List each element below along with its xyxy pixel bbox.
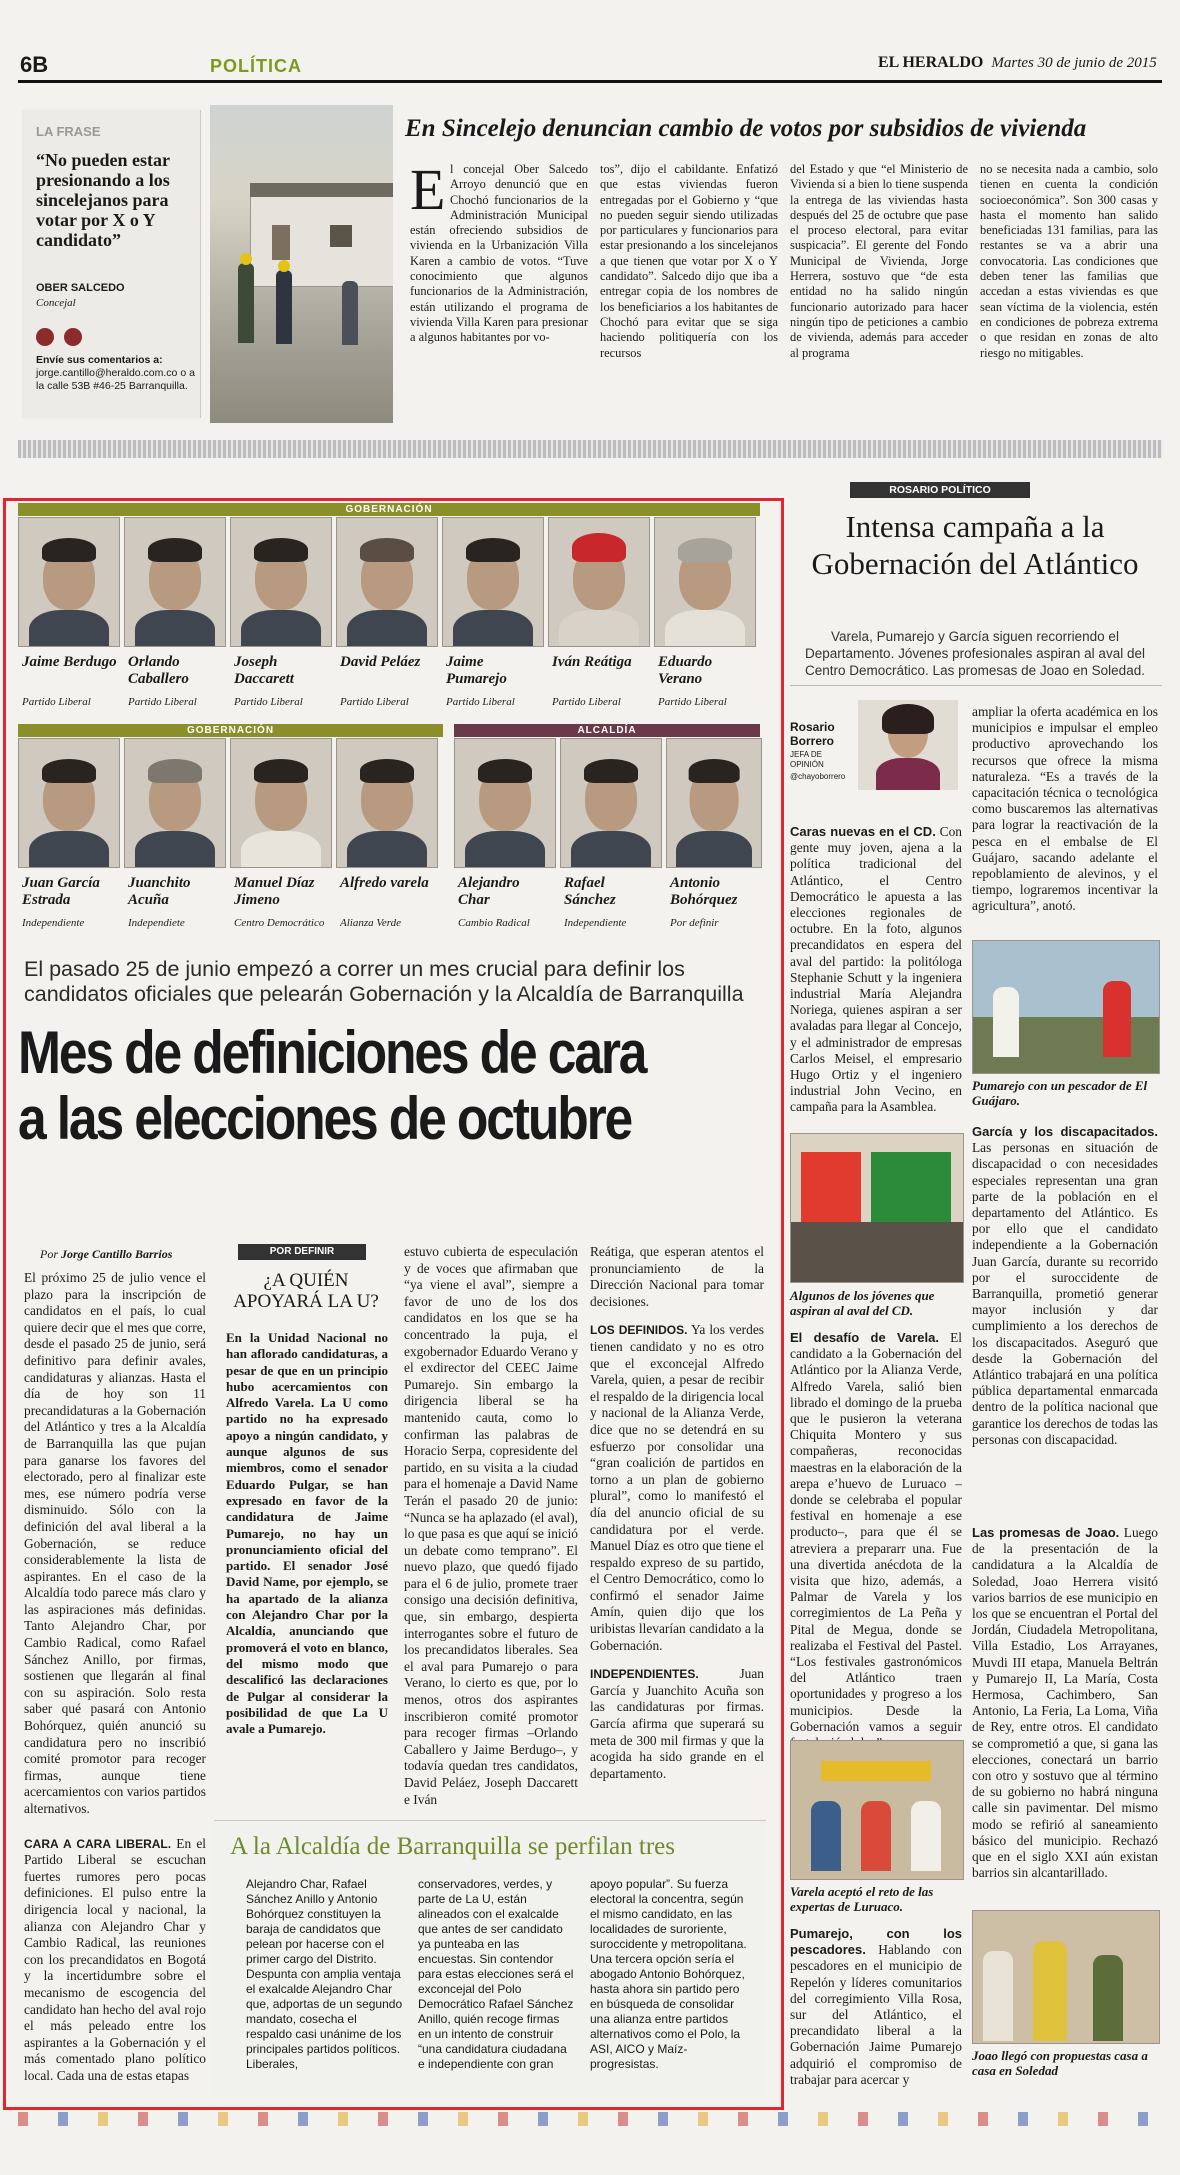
comments-info: Envíe sus comentarios a: jorge.cantillo@heraldo.com.co o a la calle 53B #46-25 Barranquilla. <box>36 354 195 392</box>
main-subhead: El pasado 25 de junio empezó a correr un mes crucial para definir los candidatos oficiales que pelearán Gobernación y la Alcaldía de Barranquilla <box>24 957 744 1006</box>
por-definir-text: En la Unidad Nacional no han aflorado candidaturas, a pesar de que en un principio hubo acercamientos con Alfredo Varela. La U como partido no ha expresado apoyo a ningún candidato, y aunque algunos de sus miembros, como el senador Eduardo Pulgar, se han expresado en favor de la candidatura de Jaime Pumarejo, no hay un pronunciamiento oficial del partido. El senador José David Name, por ejemplo, se ha apartado de la alianza con Alejandro Char por la Alcaldía, anunciando que promoverá el voto en blanco, del mismo modo que descalificó las declaraciones de Pulgar al considerar la posibilidad de que La U avale a Pumarejo. <box>226 1330 388 1737</box>
candidate-name: Joseph Daccarett <box>234 654 294 687</box>
top-story-col4: no se necesita nada a cambio, solo tienen en cuenta la condición socioeconómica”. Son 300 casas y hasta el momento han salido beneficiadas 131 familias, para las restantes se va a abrir una convocatoria. Las condiciones que deben tener las familias que accedan a estas viviendas es que sean víctima de la violencia, estén en condiciones de pobreza extrema o que residan en zonas de alto riesgo no mitigables. <box>980 162 1158 360</box>
candidate-name: David Peláez <box>340 654 421 670</box>
candidate-name: Alejandro Char <box>458 875 520 908</box>
main-col-4: Reátiga, que esperan atentos el pronunciamiento de la Dirección Nacional para tomar decisiones. LOS DEFINIDOS. Ya los verdes tienen candidato y no es otro que el exconcejal Alfredo Varela, quien, a pesar de recibir el respaldo de la dirigencia local y nacional de la Alianza Verde, dice que no se detendrá en su esfuerzo por consolidar una “gran coalición de partidos en torno a un plan de gobierno plural”, como lo manifestó el día del anuncio oficial de su candidatura por el verde. Manuel Díaz es otro que tiene el respaldo expreso de su partido, el Centro Democrático, como lo confirmó el senador Jaime Amín, quien dijo que los uribistas llevarían candidato a la Gobernación. INDEPENDIENTES. Juan García y Juanchito Acuña son las candidaturas por firmas. García afirma que superará su meta de 300 mil firmas y que la acogida ha sido grande en el departamento. <box>590 1244 765 1781</box>
candidate-party: Partido Liberal <box>340 696 409 708</box>
right-col-a2: El desafío de Varela. El candidato a la Gobernación del Atlántico por la Alianza Verde, Alfredo Varela, salió bien librado el domingo de la prueba que le pusieron la veterana Chiquita Montero y sus compañeras, reconocidas maestras en la elaboración de la arepa e’huevo de Luruaco –donde se celebraba el popular festival en homenaje a ese producto–, para que él se atreviera a prepararr una. Fue una divertida anécdota de la visita que hizo, además, a Palmar de Varela y los corregimientos de La Peña y Pital de Megua, donde se realizaba el Festival del Pastel. “Los festivales gastronómicos del Atlántico traen oportunidades y progreso a los municipios. Desde la Gobernación vamos a seguir <box>790 1330 962 1734</box>
candidate-party: Centro Democrático <box>234 917 325 929</box>
twitter-icon[interactable] <box>36 328 54 346</box>
candidate-photo <box>336 738 438 868</box>
candidate-party: Cambio Radical <box>458 917 530 929</box>
candidate-name: Rafael Sánchez <box>564 875 616 908</box>
candidate-party: Independiente <box>22 917 85 929</box>
email-icon[interactable] <box>64 328 82 346</box>
candidate-party: Partido Liberal <box>552 696 621 708</box>
right-col-a3: Pumarejo, con los pescadores. Hablando con pescadores en el municipio de Repelón y líderes comunitarios del corregimiento Villa Rosa, sur del Atlántico, el precandidato liberal a la Gobernación Jaime Pumarejo adquirió el compromiso de trabajar para acercar y <box>790 1926 962 2087</box>
top-story-body <box>410 157 1162 422</box>
header-rule <box>18 80 1162 83</box>
candidate-photo <box>230 517 332 647</box>
candidate-photo <box>560 738 662 868</box>
right-dek: Varela, Pumarejo y García siguen recorriendo el Departamento. Jóvenes profesionales aspiran al aval del Centro Democrático. Las promesas de Joao en Soledad. <box>805 629 1145 678</box>
candidate-photo <box>230 738 332 868</box>
joao-photo <box>972 1910 1160 2044</box>
caption-pumarejo: Pumarejo con un pescador de El Guájaro. <box>972 1078 1148 1108</box>
right-col-b3: Las promesas de Joao. Luego de la presentación de la candidatura a la Alcaldía de Soledad, Joao Herrera visitó varios barrios de ese municipio en los que se encuentran el Portal del Jordán, Ciudadela Metropolitana, Villa Estadio, Los Arrayanes, Muvdi III etapa, Manuela Beltrán y Pumarejo II, La María, Costa Hermosa, Cachimbero, San Antonio, La Feria, La Loma, Viña de Rey, entre otros. El candidato se comprometió a que, si gana las elecciones, conectará un barrio con otro y sostuvo que al término de su gobierno no habrá ninguna calle sin pavimentar. Del mismo modo se refirió al saneamiento básico del municipio. Rechazó que en el siglo XXI aún existan barrios sin alcantarillado. <box>972 1525 1158 1881</box>
candidate-name: Alfredo varela <box>340 875 429 891</box>
top-story-title: En Sincelejo denuncian cambio de votos por subsidios de vivienda <box>405 115 1087 142</box>
main-headline: Mes de definiciones de cara a las elecciones de octubre <box>18 1019 646 1152</box>
issue-date: Martes 30 de junio de 2015 <box>991 55 1157 71</box>
candidates-row-1 <box>18 517 760 717</box>
band-gobernacion-1: GOBERNACIÓN <box>18 503 760 516</box>
band-alcaldia: ALCALDÍA <box>454 724 760 737</box>
candidate-photo <box>124 738 226 868</box>
quote-role: Concejal <box>36 297 76 309</box>
caption-varela: Varela aceptó el reto de las expertas de Luruaco. <box>790 1884 934 1914</box>
section-label: POLÍTICA <box>210 56 302 76</box>
candidate-party: Partido Liberal <box>658 696 727 708</box>
candidate-name: Eduardo Verano <box>658 654 713 687</box>
author-avatar <box>858 700 958 790</box>
top-story-col3: del Estado y que “el Ministerio de Vivienda si a bien lo tiene suspenda la entrega de las viviendas hasta después del 25 de octubre que pase el proceso electoral, para evitar suspicacia”. El gerente del Fondo Municipal de Vivienda, Jorge Herrera, sostuvo que “de esta entidad no ha salido ningún funcionario autorizado para hacer ningún tipo de peticiones a cambio de vivienda, además para acceder al programa <box>790 162 968 360</box>
candidate-name: Manuel Díaz Jimeno <box>234 875 315 908</box>
candidate-party: Partido Liberal <box>234 696 303 708</box>
section-divider <box>18 440 1162 458</box>
candidate-party: Partido Liberal <box>128 696 197 708</box>
por-definir-label: POR DEFINIR <box>238 1244 366 1260</box>
page-number: 6B <box>20 52 49 77</box>
candidate-photo <box>442 517 544 647</box>
candidate-photo <box>18 738 120 868</box>
author-handle: @chayoborrero <box>790 772 846 781</box>
author-name: Rosario Borrero <box>790 720 835 748</box>
candidate-name: Juanchito Acuña <box>128 875 191 908</box>
pumarejo-fisher-photo <box>972 940 1160 1074</box>
candidate-photo <box>124 517 226 647</box>
alcaldia-title: A la Alcaldía de Barranquilla se perfilan tres <box>230 1833 675 1860</box>
main-col-3: estuvo cubierta de especulación y de voces que afirmaban que “ya viene el aval”, siempre a favor de uno de los dos candidatos en los que se ha concentrado la puja, el exgobernador Eduardo Verano y el exdirector del CEEC Jaime Pumarejo. Sin embargo la dirigencia liberal se ha mantenido cauta, como lo confirman las palabras de Horacio Serpa, copresidente del partido, en su visita a la ciudad para el homenaje a David Name Terán el pasado 20 de junio: “Nunca se ha aplazado (el aval), lo que pasa es que aquí se inició un debate como temprano”. El nuevo plazo, que quedó fijado para el 6 de julio, promete traer consigo una decisión definitiva, que, sin embargo, despierta interrogantes sobre el futuro de los precandidatos liberales. Sea el aval para Pumarejo o para Verano, lo cierto es que, por lo menos, otros dos aspirantes inscribieron comité promotor para recoger firmas –Orlando Caballero y Jaime Berdugo–, y todavía quedan tres candidatos, David Peláez, Joseph Daccarett e Iván <box>404 1244 578 1807</box>
alcaldia-col-3: apoyo popular”. Su fuerza electoral la concentra, según el mismo candidato, en las localidades de suroriente, suroccidente y metropolitana. Una tercera opción sería el abogado Antonio Bohórquez, hasta ahora sin partido pero en búsqueda de consolidar una alianza entre partidos alternativos como el Polo, la ASI, AICO y Maíz-progresistas. <box>590 1877 747 2071</box>
right-col-b2: García y los discapacitados. Las personas en situación de discapacidad o con necesidades especiales representan una gran parte de la población en el departamento del Atlántico. Es por ello que el candidato independiente a la Gobernación Juan García, durante su recorrido por el suroccidente de Barranquilla, prometió generar mayor inclusión y dar cumplimiento a los derechos de los discapacitados. Aseguró que desde la Gobernación del Atlántico trabajará en una política pública departamental enmarcada dentro de la política nacional que garantice los derechos de todas las personas con discapacidad. <box>972 1124 1158 1447</box>
candidate-name: Antonio Bohórquez <box>670 875 738 908</box>
quote-label: LA FRASE <box>36 124 101 139</box>
alcaldia-col-1: Alejandro Char, Rafael Sánchez Anillo y Antonio Bohórquez constituyen la baraja de candidatos que pelean por hacerse con el primer cargo del Distrito. Despunta con amplia ventaja el exalcalde Alejandro Char que, adportas de un segundo mandato, cosecha el respaldo casi unánime de los principales partidos políticos. Liberales, <box>246 1877 403 2071</box>
candidate-party: Por definir <box>670 917 719 929</box>
right-col-b: ampliar la oferta académica en los municipios e impulsar el empleo productivo aprovechando los recursos que ofrece la misma naturaleza. “Es a través de la capacitación técnica o tecnológica como buscaremos las alternativas para lograr la reactivación de la pesca en el embalse de El Guájaro, sacando adelante el repoblamiento de alevinos, y el tiempo, lograremos incentivar la agricultura”, anotó. <box>972 704 1158 914</box>
drop-cap: E <box>410 157 446 222</box>
quote-box <box>22 110 201 418</box>
alcaldia-col-2: conservadores, verdes, y parte de La U, están alineados con el exalcalde que antes de ser candidato ya punteaba en las encuestas. Sin contendor para estas elecciones será el exconcejal del Polo Democrático Rafael Sánchez Anillo, quién recoge firmas en un intento de construir “una candidatura ciudadana e independiente con gran <box>418 1877 574 2071</box>
bottom-color-strip <box>18 2112 1162 2126</box>
candidate-name: Jaime Berdugo <box>22 654 117 670</box>
band-gobernacion-2: GOBERNACIÓN <box>18 724 443 737</box>
candidate-party: Independiente <box>564 917 627 929</box>
candidate-name: Iván Reátiga <box>552 654 632 670</box>
quote-text: “No pueden estar presionando a los sincelejanos para votar por X o Y candidato” <box>36 150 170 250</box>
candidate-name: Orlando Caballero <box>128 654 189 687</box>
top-story-col1: l concejal Ober Salcedo Arroyo denunció que en Chochó funcionarios de la Administración Municipal están ofreciendo subsidios de vivienda en la Urbanización Villa Karen a cambio de votos. “Tuve conocimiento que algunos funcionarios de la Administración, están utilizando el programa de vivienda Villa Karen para presionar a algunos habitantes por vo- <box>410 162 588 345</box>
candidate-photo <box>654 517 756 647</box>
candidate-party: Partido Liberal <box>446 696 515 708</box>
byline: Por Jorge Cantillo Barrios <box>40 1247 173 1261</box>
right-col-a: Caras nuevas en el CD. Con gente muy joven, ajena a la política tradicional del Atlántico, el Centro Democrático le apuesta a las elecciones regionales de octubre. En la foto, algunos precandidatos en espera del aval del partido: la politóloga Stephanie Schutt y la ingeniera industrial María Alejandra Noriega, quienes aspiran a ser avaladas para llegar al Concejo, y el administrador de empresas Carlos Meisel, el empresario Hugo Ortiz y el ingeniero industrial John Vecino, en campaña para la Asamblea. <box>790 824 962 1115</box>
candidate-photo <box>666 738 762 868</box>
alcaldia-box <box>214 1820 766 2101</box>
por-definir-title: ¿A QUIÉN APOYARÁ LA U? <box>233 1270 379 1312</box>
main-col-1: El próximo 25 de julio vence el plazo para la inscripción de candidatos en el país, lo cual quiere decir que el mes que corre, desde el pasado 25 de junio, será definitivo para definir avales, candidaturas y alianzas. Hasta el día de hoy son 11 precandidaturas a la Gobernación del Atlántico y tres a la Alcaldía de Barranquilla las que pujan para ganarse los favores del electorado, pero al finalizar este mes, ese número podría verse disminuido. Sólo con la definición del aval liberal a la Gobernación, se reduce considerablemente la lista de aspirantes. En el caso de la Alcaldía todo parece más claro y las aspiraciones más definidas. Tanto Alejandro Char, por Cambio Radical, como Rafael Sánchez Anillo, por firmas, sostienen que llegarán al final con su aspiración. Solo resta saber qué pasará con Antonio Bohórquez, quién anunció su candidatura pero no inscribió comité promotor para recoger firmas, aunque tiene acercamientos con varios partidos alternativos. CARA A CARA LIBERAL. En el Partido Liberal se escuchan fuertes rumores pero pocas definiciones. El pulso entre la dirigencia local y nacional, la alianza con Alejandro Char y Cambio Radical, las reuniones con los precandidatos en Bogotá y la incertidumbre sobre el mecanismo de escogencia del candidato han hecho del aval rojo el más peleado entre los aspirantes a la Gobernación y el más comentado plano político local. Cada una de estas etapas <box>24 1270 207 2083</box>
candidate-photo <box>548 517 650 647</box>
candidate-party: Independiete <box>128 917 185 929</box>
quote-author: OBER SALCEDO <box>36 282 125 294</box>
por-definir-box <box>216 1244 394 1766</box>
sincelejo-housing-photo <box>210 105 393 423</box>
author-role: JEFA DE OPINIÓN <box>790 750 824 769</box>
social-icons <box>36 328 82 351</box>
candidate-photo <box>18 517 120 647</box>
paper-name: EL HERALDO Martes 30 de junio de 2015 <box>878 54 1157 71</box>
candidates-row-2 <box>18 738 760 938</box>
candidate-name: Jaime Pumarejo <box>446 654 507 687</box>
candidate-party: Alianza Verde <box>340 917 401 929</box>
rosario-label: ROSARIO POLÍTICO <box>850 482 1030 498</box>
caption-joao: Joao llegó con propuestas casa a casa en Soledad <box>972 2048 1148 2078</box>
right-title: Intensa campaña a la Gobernación del Atlántico <box>811 509 1139 581</box>
top-story-col2: tos”, dijo el cabildante. Enfatizó que estas viviendas fueron entregadas por el Gobierno y “que no pueden seguir siendo utilizadas por particulares y funcionarios para estar presionando a los sincelejanos a que tienen que votar por X o Y candidato”. Salcedo dijo que iba a entregar copia de los nombres de los beneficiarios a los habitantes de Chochó para evitar que se siga haciendo politiquería con los recursos <box>600 162 778 360</box>
caption-cd: Algunos de los jóvenes que aspiran al aval del CD. <box>790 1288 935 1318</box>
candidate-photo <box>336 517 438 647</box>
candidate-party: Partido Liberal <box>22 696 91 708</box>
candidate-photo <box>454 738 556 868</box>
varela-photo <box>790 1740 964 1880</box>
cd-youth-photo <box>790 1133 964 1283</box>
candidate-name: Juan García Estrada <box>22 875 100 908</box>
